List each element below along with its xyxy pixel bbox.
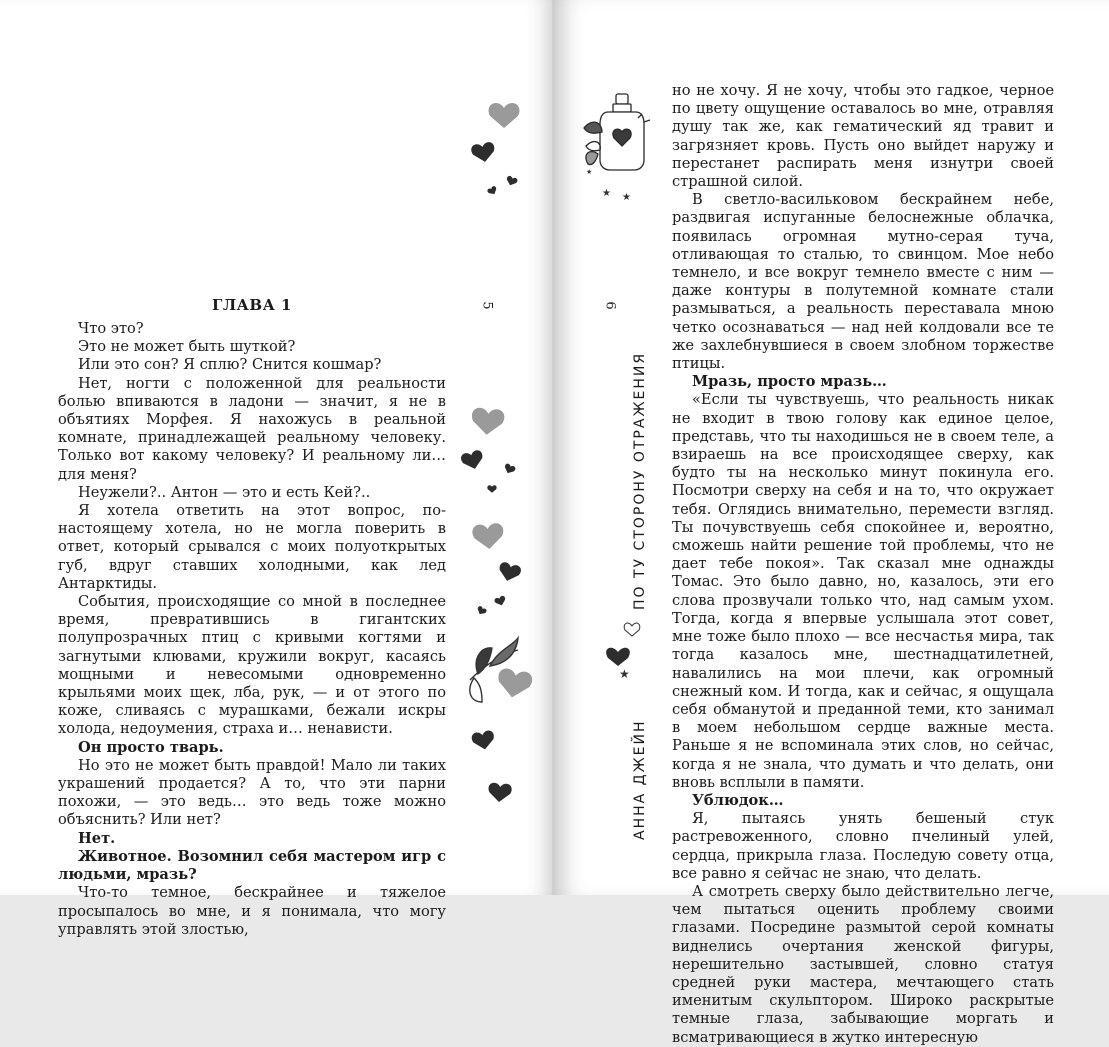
- right-page-text: [672, 82, 1054, 1047]
- paragraph: Я хотела ответить на этот вопрос, по-настоящему хотела, но не могла поверить в ответ, который срывался с моих полуоткрытых губ, вдруг ставших холодными, как лед Антарктиды.: [58, 502, 446, 592]
- paragraph: Животное. Возомнил себя мастером игр с людьми, мразь?: [58, 847, 446, 884]
- heart-icon: [470, 407, 505, 436]
- heart-icon: [460, 449, 485, 472]
- paragraph: В светло-васильковом бескрайнем небе, раздвигая испуганные белоснежные облачка, появилась огромная мутно-серая туча, отливающая то сталью, то свинцом. Мое небо темнело, и все вокруг темнело вместе с ним — даже контуры в полутемной комнате стали размываться, а реальность переставала мною четко осознаваться — над ней колдовали все те же захлебнувшиеся в своем злобном торжестве птицы.: [672, 191, 1054, 373]
- heart-icon: [495, 667, 533, 700]
- paragraph: Я, пытаясь унять бешеный стук растревоженного, словно пчелиный улей, сердца, прикрыла глаза. Последую совету отца, все равно я сейчас не знаю, что делать.: [672, 810, 1054, 882]
- star-icon: ★: [602, 188, 611, 199]
- star-icon: ★: [586, 168, 593, 176]
- paragraph: Нет.: [78, 829, 116, 847]
- heart-icon: [471, 730, 496, 752]
- heart-icon: [606, 648, 630, 666]
- paragraph: Мразь, просто мразь…: [692, 373, 887, 391]
- heart-icon: [489, 103, 520, 128]
- heart-icon: [497, 561, 522, 584]
- paragraph: Ублюдок…: [692, 791, 784, 809]
- page-number-right: 6: [602, 301, 618, 310]
- paragraph: Что это?: [78, 320, 144, 337]
- paragraph: «Если ты чувствуешь, что реальность никак не входит в твою голову как единое целое, представь, что ты находишься не в своем теле, а взираешь на все происходящее сверху, как будто ты на несколько минут покинула его. Посмотри сверху на себя и на то, что окружает тебя. Оглядись внимательно, перемести взгляд. Ты почувствуешь себя спокойнее и, вероятно, сможешь найти решение той проблемы, что не дает тебе покоя». Так сказал мне однажды Томас. Это было давно, но, казалось, эти его слова прозвучали только что, над самым ухом. Тогда, когда я впервые услышала этот совет, мне тоже было плохо — все несчастья мира, так тогда казалось мне, шестнадцатилетней, навалились на мои плечи, как огромный снежный ком. И тогда, как и сейчас, я ощущала себя обманутой и преданной теми, кто занимал в моем небольшом сердце важные места. Раньше я не вспоминала этих слов, но сейчас, когда я не знала, что думать и что делать, они вновь всплыли в памяти.: [672, 391, 1054, 791]
- heart-icon: [487, 485, 496, 493]
- star-separator-icon: ★: [619, 667, 630, 681]
- chapter-title: ГЛАВА 1: [212, 296, 292, 314]
- hearts-decoration-left: [460, 90, 540, 880]
- paragraph: Или это сон? Я сплю? Снится кошмар?: [78, 356, 382, 374]
- paragraph: Нет, ногти с положенной для реальности болью впиваются в ладони — значит, я не в объятиях Морфея. Я нахожусь в реальной комнате, принадлежащей реальному человеку. Только вот какому человеку? И реальному ли… для меня?: [58, 374, 446, 483]
- star-icon: ★: [622, 192, 631, 203]
- paragraph: Но это не может быть правдой! Мало ли таких украшений продается? А то, что эти парни похожи, — это ведь… это ведь тоже можно объяснить? Или нет?: [58, 756, 446, 829]
- heart-icon: [476, 605, 488, 616]
- paragraph: Это не может быть шуткой?: [78, 338, 296, 356]
- heart-icon: [487, 185, 499, 196]
- running-title: ПО ТУ СТОРОНУ ОТРАЖЕНИЯ: [632, 351, 648, 610]
- heart-icon: [470, 141, 496, 164]
- left-page-text: [58, 320, 446, 939]
- paragraph: Неужели?.. Антон — это и есть Кей?..: [78, 483, 371, 501]
- paragraph: но не хочу. Я не хочу, чтобы это гадкое, черное по цвету ощущение оставалось во мне, отравляя душу так же, как гематический яд травит и загрязняет кровь. Пусть оно выйдет наружу и перестанет распирать меня изнутри своей страшной силой.: [672, 82, 1054, 191]
- page-number-left: 5: [479, 301, 495, 310]
- paragraph: Он просто тварь.: [78, 738, 224, 756]
- heart-icon: [487, 782, 512, 803]
- heart-icon: [503, 463, 517, 476]
- heart-icon: [472, 523, 505, 551]
- heart-outline-icon: [624, 623, 640, 636]
- paragraph: Что-то темное, бескрайнее и тяжелое просыпалось во мне, и я понимала, что могу управлять этой злостью,: [58, 884, 446, 938]
- heart-icon: [505, 175, 518, 187]
- left-page: [0, 0, 552, 938]
- perfume-bottle-illustration: [578, 88, 658, 208]
- hearts-decoration-right: [600, 618, 646, 668]
- paragraph: А смотреть сверху было действительно легче, чем пытаться оценить проблему своими глазами. Посредине размытой серой комнаты виднелись очертания женской фигуры, нерешительно застывшей, словно статуя средней руки мастера, мечтающего стать именитым скульптором. Широко раскрытые темные глаза, забывающие моргать и всматривающиеся в жутко интересную: [672, 882, 1054, 1046]
- running-author: АННА ДЖЕЙН: [632, 719, 648, 840]
- paragraph: События, происходящие со мной в последнее время, превратившись в гигантских полупрозрачных птиц с кривыми когтями и загнутыми клювами, кружили вокруг, касаясь мощными и невесомыми одновременно крыльями моих щек, лба, рук, — и от этого по коже, сливаясь с мурашками, бежали искры холода, недоумения, страха и… ненависти.: [58, 593, 446, 738]
- heart-icon: [494, 595, 507, 607]
